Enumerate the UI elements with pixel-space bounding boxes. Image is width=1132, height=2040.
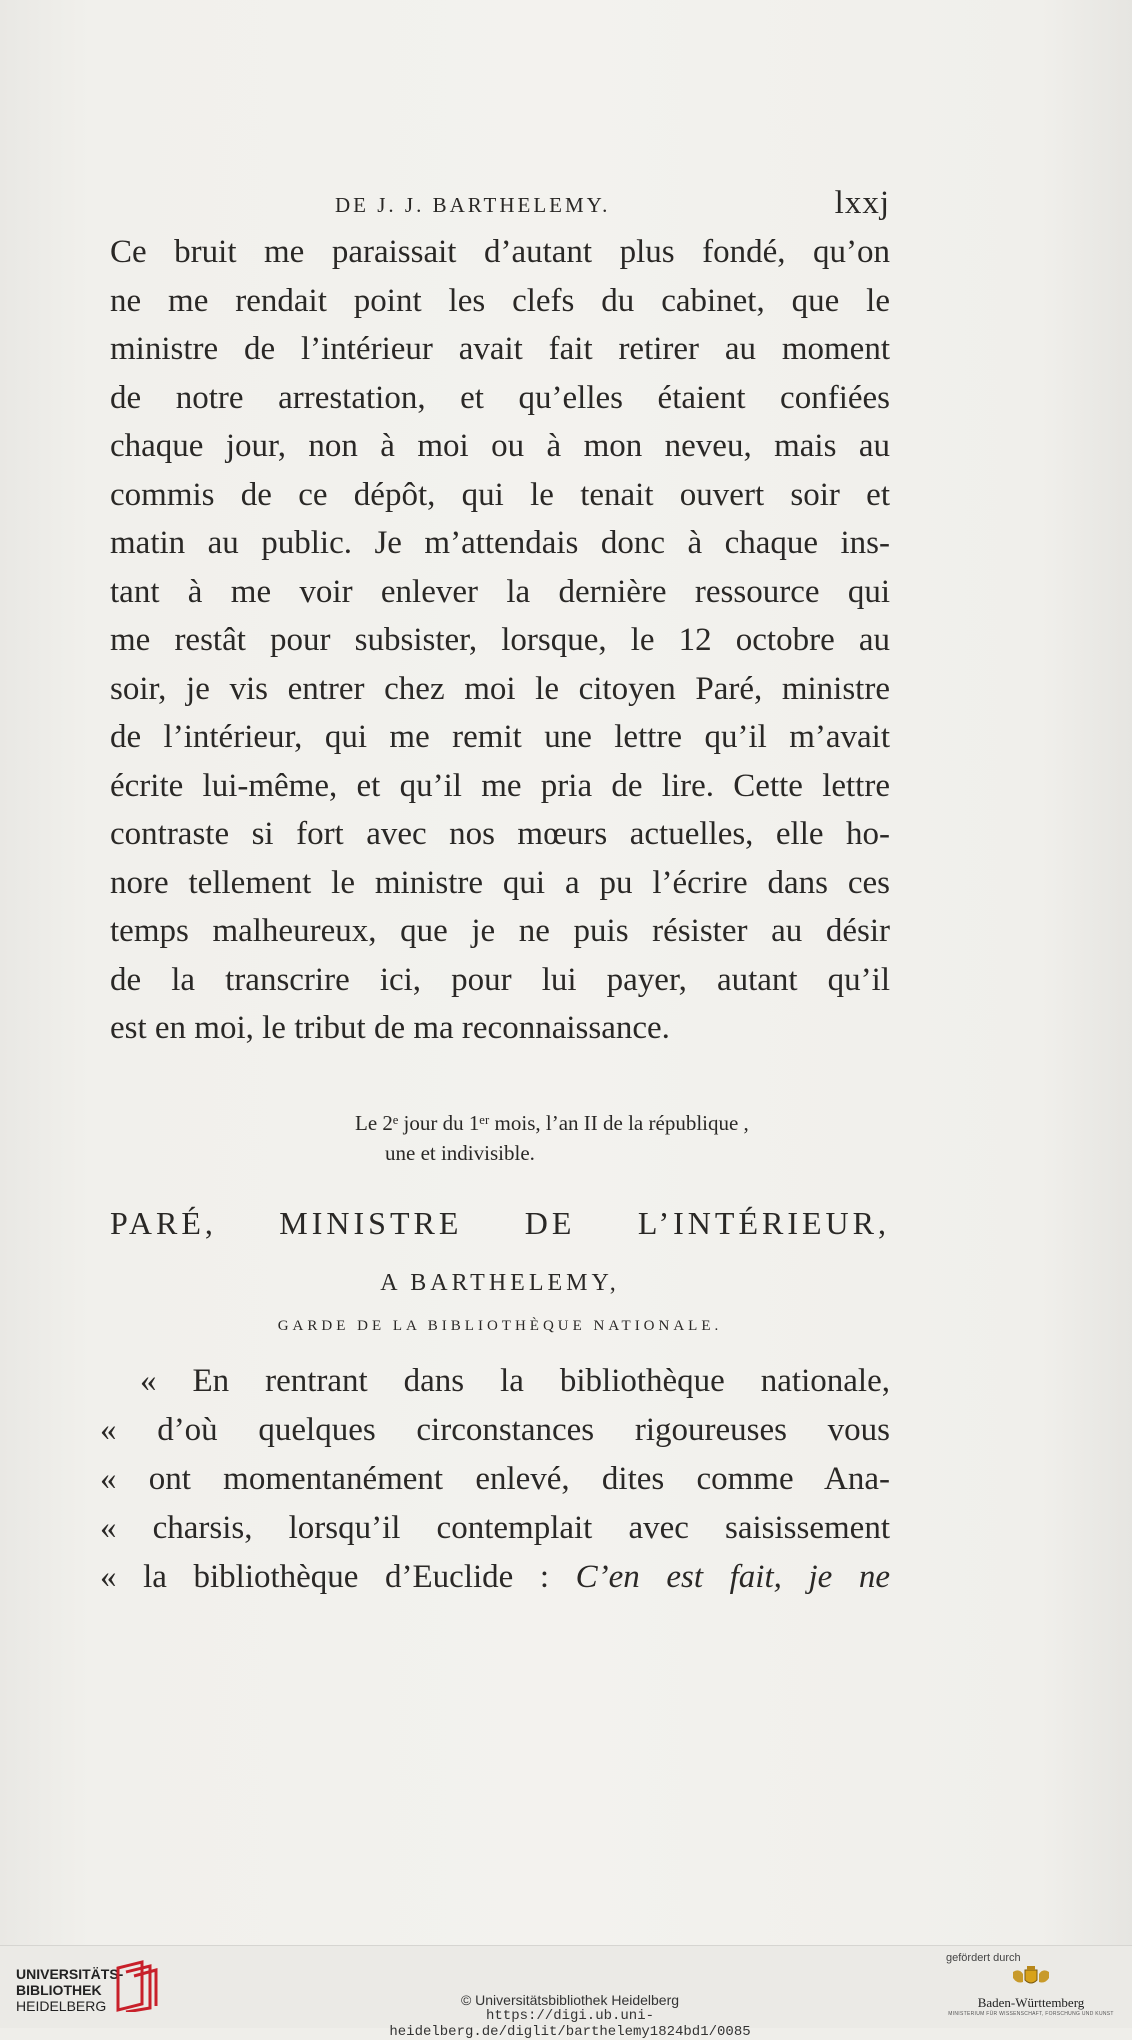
running-header (110, 185, 890, 225)
running-title: DE J. J. BARTHELEMY. (335, 193, 611, 217)
text-line: de notre arrestation, et qu’elles étaient confiées (110, 379, 890, 416)
text-line: soir, je vis entrer chez moi le citoyen Paré, ministre (110, 670, 890, 707)
library-name-line: BIBLIOTHEK (16, 1982, 102, 1998)
dateline-line: une et indivisible. (385, 1141, 535, 1165)
coat-of-arms-icon (1009, 1966, 1053, 1988)
text-line: me restât pour subsister, lorsque, le 12 octobre au (110, 622, 890, 658)
copyright-notice (330, 1992, 810, 2040)
dateline-line: Le 2ᵉ jour du 1ᵉʳ mois, l’an II de la république , (355, 1111, 749, 1135)
funded-by-label: gefördert durch (946, 1952, 1021, 1964)
text-line: tant à me voir enlever la dernière ressource qui (110, 573, 890, 610)
letter-dateline (355, 1108, 890, 1168)
permalink-url[interactable]: https://digi.ub.uni-heidelberg.de/diglit/barthelemy1824bd1/0085 (389, 2008, 751, 2040)
text-line: temps malheureux, que je ne puis résister au désir (110, 913, 890, 949)
quote-roman-part: « la bibliothèque d’Euclide : (100, 1559, 576, 1595)
quote-line: « charsis, lorsqu’il contemplait avec saisissement (100, 1510, 890, 1546)
text-line: ne me rendait point les clefs du cabinet, que le (110, 282, 890, 319)
quote-line (100, 1553, 890, 1602)
body-paragraph (110, 228, 890, 1053)
text-line: commis de ce dépôt, qui le tenait ouvert soir et (110, 476, 890, 513)
quote-italic-part: C’en est fait, je ne (575, 1559, 890, 1595)
text-line: ministre de l’intérieur avait fait retirer au moment (110, 331, 890, 367)
viewer-footer (0, 1945, 1132, 2040)
letter-quote (100, 1357, 890, 1602)
text-line: Ce bruit me paraissait d’autant plus fondé, qu’on (110, 234, 890, 270)
funder-ministry: MINISTERIUM FÜR WISSENSCHAFT, FORSCHUNG UND KUNST (948, 2011, 1114, 2017)
text-line: contraste si fort avec nos mœurs actuelles, elle ho- (110, 816, 890, 852)
page-number: lxxj (834, 185, 890, 221)
library-name-line: HEIDELBERG (16, 1998, 107, 2014)
quote-line: « En rentrant dans la bibliothèque nationale, (140, 1363, 890, 1399)
quote-line: « ont momentanément enlevé, dites comme Ana- (100, 1461, 890, 1497)
letter-recipient-title: GARDE DE LA BIBLIOTHÈQUE NATIONALE. (277, 1318, 723, 1334)
letter-recipient-heading: A BARTHELEMY, (380, 1270, 620, 1296)
letter-sender-heading: PARÉ, MINISTRE DE L’INTÉRIEUR, (110, 1205, 890, 1241)
library-name-line: UNIVERSITÄTS- (16, 1966, 124, 1982)
text-line: de la transcrire ici, pour lui payer, autant qu’il (110, 961, 890, 998)
copyright-text: © Universitätsbibliothek Heidelberg (460, 1992, 680, 2008)
library-logo-icon (112, 1960, 158, 2012)
text-line: chaque jour, non à moi ou à mon neveu, mais au (110, 428, 890, 464)
text-line: écrite lui-même, et qu’il me pria de lire. Cette lettre (110, 767, 890, 804)
funder-logo[interactable] (946, 1966, 1116, 2026)
text-line: matin au public. Je m’attendais donc à chaque ins- (110, 525, 890, 561)
text-line: de l’intérieur, qui me remit une lettre qu’il m’avait (110, 719, 890, 755)
funder-name: Baden-Württemberg (977, 1995, 1085, 2010)
quote-line: « d’où quelques circonstances rigoureuses vous (100, 1412, 890, 1448)
text-line: nore tellement le ministre qui a pu l’écrire dans ces (110, 864, 890, 901)
text-line: est en moi, le tribut de ma reconnaissance. (110, 1010, 670, 1046)
